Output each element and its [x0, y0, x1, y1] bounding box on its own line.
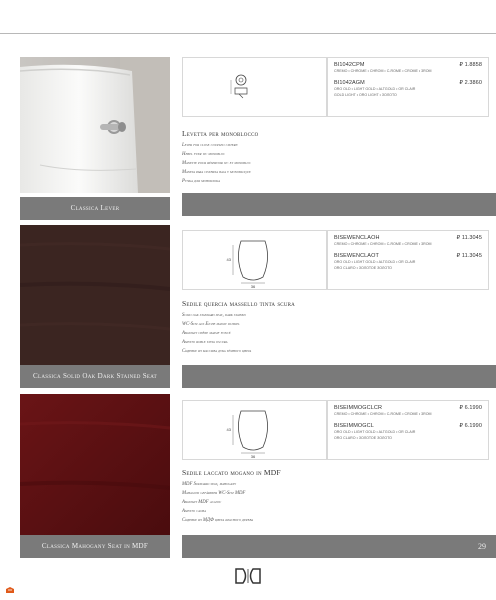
lever-diagram	[182, 57, 327, 117]
mahogany-diagram	[182, 400, 327, 460]
code-row	[334, 405, 482, 411]
seat-drawing	[183, 231, 328, 291]
corner-badge-icon[interactable]	[5, 586, 15, 594]
lever-drawing	[183, 58, 328, 118]
product-code: BISEIMMOGCL	[334, 423, 374, 429]
finish-list: ORO CLARO • ЗОЛОТОЕ ЗОЛОТО	[334, 436, 392, 440]
section-lever	[20, 57, 496, 217]
mahogany-bar	[182, 535, 496, 558]
desc-line: WC-Sitz aus Eiche massiv dunkel	[182, 322, 240, 327]
desc-line: Hebel fuer wc monobloc	[182, 152, 225, 157]
section-mahogany-seat	[20, 394, 496, 554]
desc-line: Asiento roble tinta oscura	[182, 340, 228, 345]
oak-texture	[20, 225, 170, 365]
code-row	[334, 253, 482, 259]
product-code: BISEIMMOGCLCR	[334, 405, 383, 411]
product-price: ₽ 1.8858	[459, 62, 482, 68]
lever-title: Levetta per monoblocco	[182, 129, 259, 138]
oak-description	[182, 311, 251, 356]
lever-photo-image	[20, 57, 170, 193]
top-rule	[0, 33, 496, 34]
lever-bar	[182, 193, 496, 216]
mahogany-swatch	[20, 394, 170, 535]
finish-list: ORO OLD • LIGHT GOLD • ALTGOLD • OR CLAIR	[334, 87, 416, 91]
desc-line: Maneta para cisterna baja y monobloque	[182, 170, 251, 175]
mahogany-texture	[20, 394, 170, 535]
lever-description	[182, 141, 251, 186]
product-code: BISEWENCLAOT	[334, 253, 379, 259]
oak-title: Sedile quercia massello tinta scura	[182, 299, 295, 308]
desc-line: Manette pour réservoir wc et monobloc	[182, 161, 251, 166]
mahogany-title: Sedile laccato mogano in MDF	[182, 468, 281, 477]
product-code: BISEWENCLAOH	[334, 235, 380, 241]
oak-diagram	[182, 230, 327, 290]
dim-label: 36	[250, 284, 256, 289]
desc-line: Сиденье из массива дуба тёмного цвета	[182, 349, 252, 354]
oak-specs	[327, 230, 489, 290]
mahogany-caption: Classica Mahogany Seat in MDF	[20, 535, 170, 558]
product-price: ₽ 6.1990	[459, 405, 482, 411]
product-code: BI1042CPM	[334, 62, 365, 68]
code-row	[334, 80, 482, 86]
lever-photo	[20, 57, 170, 193]
oak-caption: Classica Solid Oak Dark Stained Seat	[20, 365, 170, 388]
desc-line: MDF Standard seat, mahogany	[182, 482, 236, 487]
finish-list: CREMO • CHROME • CHROM • C-ROME • CROME • 3ROM	[334, 69, 432, 73]
code-row	[334, 235, 482, 241]
product-price: ₽ 11.3045	[456, 253, 482, 259]
dim-label: 36	[250, 454, 256, 459]
code-row	[334, 62, 482, 68]
lever-caption: Classica Lever	[20, 197, 170, 220]
desc-line: Mahagoni gefärbter WC-Sitz MDF	[182, 491, 246, 496]
product-price: ₽ 2.3860	[459, 80, 482, 86]
seat-drawing	[183, 401, 328, 461]
oak-bar	[182, 365, 496, 388]
section-oak-seat	[20, 225, 496, 390]
desc-line: Ручка для моноблока	[182, 179, 220, 184]
dim-label: 43	[226, 427, 231, 432]
desc-line: Asiento caoba	[182, 509, 206, 514]
product-price: ₽ 11.3045	[456, 235, 482, 241]
oak-swatch	[20, 225, 170, 365]
product-price: ₽ 6.1990	[459, 423, 482, 429]
page-number: 29	[478, 542, 486, 551]
desc-line: Abattant MDF acajou	[182, 500, 222, 505]
desc-line: Сиденье из МДФ цвета красного дерева	[182, 518, 254, 523]
finish-list: GOLD LIGHT • ORO LIGHT • ЗОЛОТО	[334, 93, 397, 97]
finish-list: ORO OLD • LIGHT GOLD • ALTGOLD • OR CLAIR	[334, 260, 416, 264]
mahogany-description	[182, 480, 253, 525]
finish-list: ORO CLARO • ЗОЛОТОЕ ЗОЛОТО	[334, 266, 392, 270]
lever-specs	[327, 57, 489, 117]
mahogany-specs	[327, 400, 489, 460]
desc-line: Solid oak standard seat, dark stained	[182, 313, 246, 318]
dim-label: 43	[226, 257, 231, 262]
finish-list: CREMO • CHROME • CHROM • C-ROME • CROME • 3ROM	[334, 412, 432, 416]
product-code: BI1042AGM	[334, 80, 365, 86]
finish-list: CREMO • CHROME • CHROM • C-ROME • CROME • 3ROM	[334, 242, 432, 246]
desc-line: Abattant chêne massif foncé	[182, 331, 231, 336]
brand-logo	[233, 567, 263, 585]
finish-list: ORO OLD • LIGHT GOLD • ALTGOLD • OR CLAIR	[334, 430, 416, 434]
desc-line: Lever for close coupled cistern	[182, 143, 238, 148]
code-row	[334, 423, 482, 429]
